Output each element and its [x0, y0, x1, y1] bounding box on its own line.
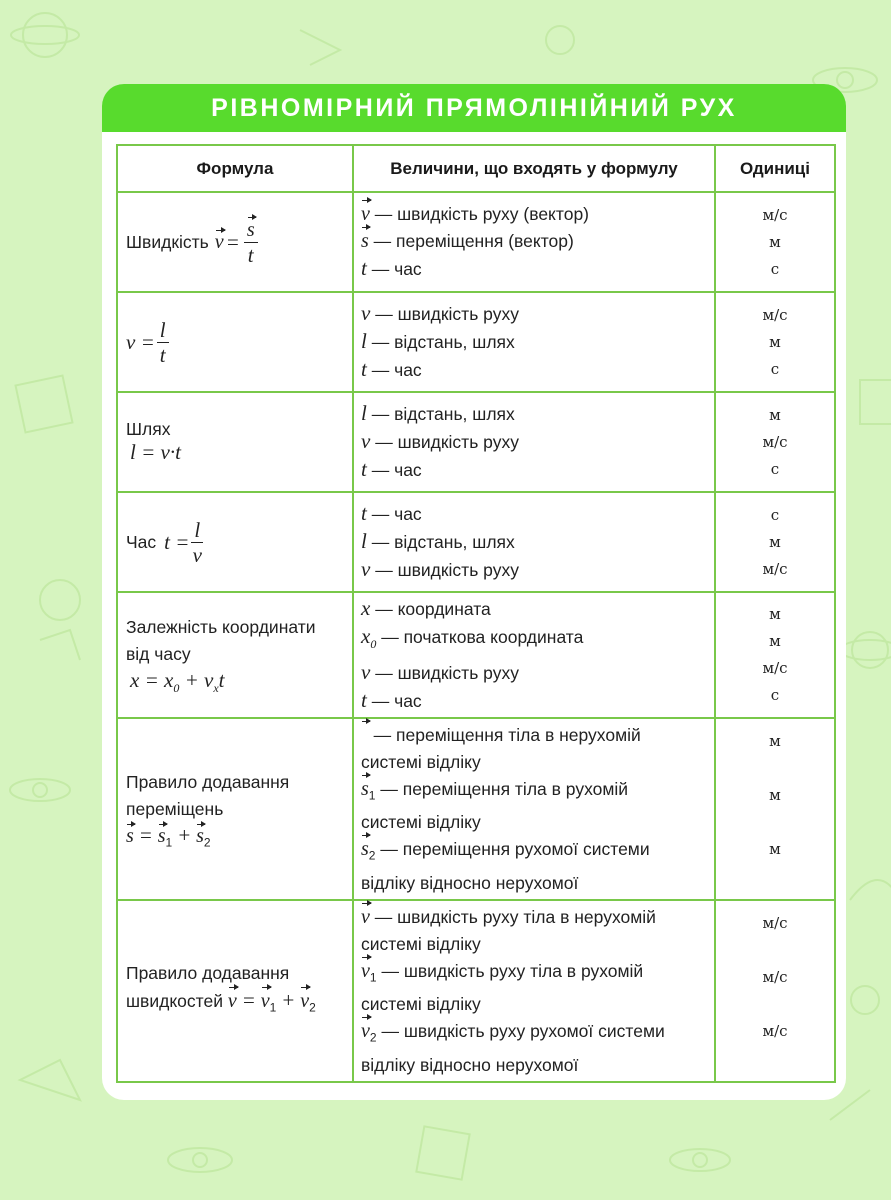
- formula-cell: [117, 592, 353, 718]
- unit: м/с: [762, 559, 788, 578]
- header-quantities: Величини, що входять у формулу: [353, 145, 715, 192]
- table-row: [117, 900, 835, 1082]
- formula-label: Залежність координати: [126, 616, 316, 637]
- unit: м: [769, 232, 781, 251]
- unit: м/с: [762, 1022, 788, 1040]
- formula-label: Швидкість: [126, 231, 209, 252]
- formula-cell: [117, 392, 353, 492]
- quantity-text: — швидкість руху: [375, 304, 519, 324]
- quantity-text: — відстань, шлях: [371, 332, 515, 352]
- units-cell: [715, 392, 835, 492]
- quantity-text: — швидкість руху: [375, 662, 519, 683]
- unit: с: [770, 359, 780, 378]
- quantities-cell: v — швидкість руху тіла в нерухомій системі відліку $v_1$ — швидкість руху тіла в рухомій системі відліку $v_2$ — швидкість руху рухомої системи відліку відносно нерухомої: [353, 900, 715, 1082]
- quantities-cell: v — швидкість руху l — відстань, шлях t — час: [353, 292, 715, 392]
- quantity-text: — час: [371, 504, 422, 524]
- quantities-cell: t — час l — відстань, шлях v — швидкість руху: [353, 492, 715, 592]
- unit: м/с: [762, 432, 788, 451]
- unit: м: [769, 332, 781, 351]
- quantity-text: — переміщення тіла в нерухомій: [373, 724, 641, 745]
- formula-math: l = v·t: [130, 440, 181, 464]
- header-formula: Формула: [117, 145, 353, 192]
- quantity-text: системі відліку: [361, 812, 481, 832]
- quantity-text: — переміщення рухомої системи: [380, 839, 650, 859]
- unit: м/с: [762, 205, 788, 224]
- quantity-text: — швидкість руху (вектор): [374, 204, 590, 224]
- table-row: [117, 292, 835, 392]
- quantity-text: — час: [371, 460, 422, 480]
- formula-math: t =: [164, 529, 190, 554]
- units-cell: [715, 192, 835, 292]
- formula-label: Час: [126, 531, 157, 552]
- quantity-text: — переміщення тіла в рухомій: [380, 778, 629, 799]
- formula-label: Правило додавання: [126, 963, 290, 984]
- quantity-text: — швидкість руху рухомої системи: [381, 1021, 665, 1041]
- content-card: [102, 84, 846, 1100]
- unit: с: [770, 259, 780, 278]
- title-banner: [102, 84, 846, 132]
- units-cell: [715, 492, 835, 592]
- formula-cell: [117, 900, 353, 1082]
- quantity-text: — час: [371, 360, 422, 380]
- unit: с: [770, 505, 780, 524]
- unit: м: [769, 405, 781, 424]
- units-cell: [715, 718, 835, 900]
- table-header-row: [117, 145, 835, 192]
- formula-cell: v = $\frac{l}{t}$: [117, 292, 353, 392]
- unit: м: [769, 605, 781, 623]
- formula-label: переміщень: [126, 798, 224, 819]
- header-units: Одиниці: [715, 145, 835, 192]
- formula-math: v =: [126, 329, 155, 354]
- quantity-text: — час: [371, 259, 422, 279]
- quantity-text: — відстань, шлях: [371, 532, 515, 552]
- formula-math: $x = x_0 + v_xt$: [130, 667, 225, 696]
- quantities-cell: l — відстань, шлях v — швидкість руху t — час: [353, 392, 715, 492]
- quantities-cell: — переміщення тіла в нерухомій системі відліку $s_1$ — переміщення тіла в рухомій системі відліку $s_2$ — переміщення рухомої системи відліку відносно нерухомої: [353, 718, 715, 900]
- quantity-text: — швидкість руху: [375, 432, 519, 452]
- unit: м: [769, 732, 781, 750]
- quantity-text: відліку відносно нерухомої: [361, 872, 579, 893]
- unit: с: [770, 686, 780, 704]
- unit: м: [769, 786, 781, 804]
- quantity-text: відліку відносно нерухомої: [361, 1054, 579, 1075]
- quantity-text: — час: [371, 690, 422, 711]
- unit: м/с: [762, 914, 788, 932]
- formula-label: Шлях: [126, 419, 171, 439]
- quantity-text: — швидкість руху тіла в нерухомій: [374, 906, 656, 927]
- formula-cell: [117, 718, 353, 900]
- table-row: [117, 392, 835, 492]
- quantity-text: — швидкість руху тіла в рухомій: [381, 960, 644, 981]
- formula-cell: Час t = $\frac{l}{v}$: [117, 492, 353, 592]
- unit: м/с: [762, 659, 788, 677]
- formula-cell: Швидкість v = $\frac{s}{t}$: [117, 192, 353, 292]
- units-cell: [715, 292, 835, 392]
- unit: м: [769, 532, 781, 551]
- table-row: [117, 192, 835, 292]
- units-cell: [715, 900, 835, 1082]
- quantity-text: системі відліку: [361, 994, 481, 1014]
- page-title: РІВНОМІРНИЙ ПРЯМОЛІНІЙНИЙ РУХ: [211, 93, 737, 122]
- formula-math: $s = s_1 + s_2$: [126, 822, 211, 850]
- formula-math: v: [214, 230, 224, 253]
- table-row: [117, 592, 835, 718]
- quantity-text: системі відліку: [361, 933, 481, 954]
- unit: с: [770, 459, 780, 478]
- formula-label: швидкостей: [126, 991, 223, 1012]
- formulas-table: [116, 144, 836, 1083]
- quantity-text: — початкова координата: [381, 627, 584, 648]
- quantity-text: системі відліку: [361, 751, 481, 772]
- quantity-text: — координата: [375, 599, 491, 620]
- formula-label: від часу: [126, 643, 191, 664]
- unit: м/с: [762, 305, 788, 324]
- quantity-text: — переміщення (вектор): [373, 231, 574, 251]
- formula-label: Правило додавання: [126, 771, 290, 792]
- table-row: [117, 492, 835, 592]
- formula-math: $v = v_1 + v_2$: [227, 988, 316, 1015]
- quantities-cell: v — швидкість руху (вектор) s — переміщення (вектор) t — час: [353, 192, 715, 292]
- unit: м: [769, 840, 781, 858]
- quantity-text: — відстань, шлях: [371, 404, 515, 424]
- quantity-text: — швидкість руху: [375, 560, 519, 580]
- unit: м/с: [762, 968, 788, 986]
- unit: м: [769, 632, 781, 650]
- table-row: [117, 718, 835, 900]
- quantities-cell: x — координата $x_0$ — початкова координата v — швидкість руху t — час: [353, 592, 715, 718]
- units-cell: [715, 592, 835, 718]
